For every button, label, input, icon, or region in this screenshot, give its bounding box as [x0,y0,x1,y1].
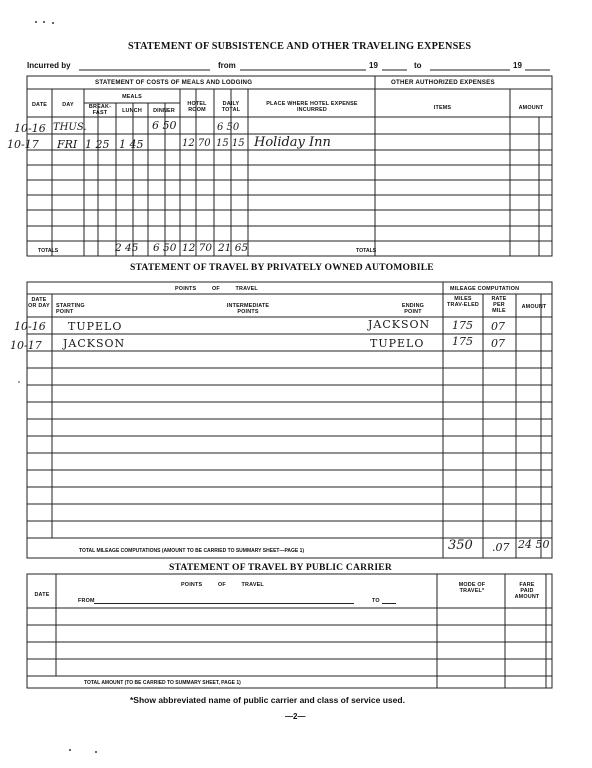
meal-row-1-date[interactable]: 10-16 [14,122,46,135]
meals-totals-label: TOTALS [38,248,59,254]
auto-col-date: DATE OR DAY [28,297,50,309]
auto-row-2-end[interactable]: TUPELO [370,337,425,350]
public-from-label: FROM [78,598,95,604]
public-to-field[interactable] [382,603,396,604]
total-miles[interactable]: 350 [448,538,473,553]
meal-row-1-day[interactable]: THUS. [53,122,87,133]
page-number: —2— [285,712,306,721]
form-title: STATEMENT OF SUBSISTENCE AND OTHER TRAVELING EXPENSES [128,41,472,52]
col-day: DAY [62,102,74,108]
from-label: from [218,61,236,70]
auto-col-miles: MILES TRAV-ELED [447,296,479,308]
footnote: *Show abbreviated name of public carrier and class of service used. [130,695,405,705]
total-mileage-label: TOTAL MILEAGE COMPUTATIONS (AMOUNT TO BE CARRIED TO SUMMARY SHEET—PAGE 1) [79,548,305,554]
auto-row-2-miles[interactable]: 175 [452,335,473,348]
public-section-title: STATEMENT OF TRAVEL BY PUBLIC CARRIER [169,562,393,573]
meal-row-2-day[interactable]: FRI [57,138,78,151]
incurred-by-field[interactable] [79,60,210,70]
total-daily[interactable]: 21 65 [218,242,249,254]
to-date-field[interactable] [430,60,510,70]
other-expenses-title: OTHER AUTHORIZED EXPENSES [391,79,495,86]
public-col-date: DATE [34,592,50,598]
public-to-label: TO [372,598,380,604]
auto-col-starting: STARTING POINT [56,303,85,315]
total-amount[interactable]: 24 50 [518,538,550,551]
auto-row-2-start[interactable]: JACKSON [63,337,126,350]
col-amount: AMOUNT [518,105,544,111]
year-label-from: 19 [369,61,378,70]
meals-section-title: STATEMENT OF COSTS OF MEALS AND LODGING [95,79,253,86]
meal-row-2-lunch[interactable]: 1 45 [119,138,144,151]
col-daily-total: DAILY TOTAL [221,101,241,113]
public-total-label: TOTAL AMOUNT (TO BE CARRIED TO SUMMARY SHEET, PAGE 1) [84,680,241,686]
meal-row-2-hotel[interactable]: 12 70 [182,138,211,149]
public-col-mode: MODE OF TRAVEL* [458,582,486,594]
meal-row-2-breakfast[interactable]: 1 25 [85,138,110,151]
col-items: ITEMS [433,105,452,111]
auto-row-1-miles[interactable]: 175 [452,319,473,332]
col-dinner: DINNER [153,108,175,114]
auto-col-amount: AMOUNT [521,304,547,310]
other-totals-label: TOTALS [356,248,377,254]
col-date: DATE [31,102,48,108]
meal-row-2-date[interactable]: 10-17 [7,138,39,151]
auto-section-title: STATEMENT OF TRAVEL BY PRIVATELY OWNED AUTOMOBILE [130,262,434,273]
meal-row-1-dinner[interactable]: 6 50 [152,119,177,132]
from-date-field[interactable] [240,60,366,70]
total-hotel[interactable]: 12 70 [182,242,213,254]
to-label: to [414,61,422,70]
auto-col-rate: RATE PER MILE [491,296,507,314]
incurred-by-label: Incurred by [27,61,71,70]
total-lunch[interactable]: 2 45 [115,242,139,254]
total-dinner[interactable]: 6 50 [153,242,177,254]
col-hotel-room: HOTEL ROOM [187,101,207,113]
auto-col-intermediate: INTERMEDIATE POINTS [226,303,270,315]
meal-row-2-place[interactable]: Holiday Inn [254,135,331,150]
total-rate[interactable]: .07 [492,541,510,554]
meal-row-2-daily-total[interactable]: 15 15 [216,138,245,149]
auto-row-2-rate[interactable]: 07 [491,337,505,350]
auto-row-1-end[interactable]: JACKSON [368,318,431,331]
auto-row-1-rate[interactable]: 07 [491,320,505,333]
auto-row-1-start[interactable]: TUPELO [68,320,123,333]
auto-row-1-date[interactable]: 10-16 [14,320,46,333]
public-from-field[interactable] [94,603,354,604]
auto-col-ending: ENDING POINT [401,303,425,315]
public-col-fare: FARE PAID AMOUNT [514,582,540,600]
year-label-to: 19 [513,61,522,70]
mileage-computation-label: MILEAGE COMPUTATION [450,286,520,292]
auto-points-label: POINTS OF TRAVEL [175,286,258,292]
col-lunch: LUNCH [122,108,142,114]
col-breakfast: BREAK-FAST [88,104,112,116]
auto-row-2-date[interactable]: 10-17 [10,339,42,352]
col-place: PLACE WHERE HOTEL EXPENSE INCURRED [266,101,358,113]
public-points-label: POINTS OF TRAVEL [181,582,264,588]
meal-row-1-daily-total[interactable]: 6 50 [217,122,240,133]
col-meals-group: MEALS [122,94,142,100]
